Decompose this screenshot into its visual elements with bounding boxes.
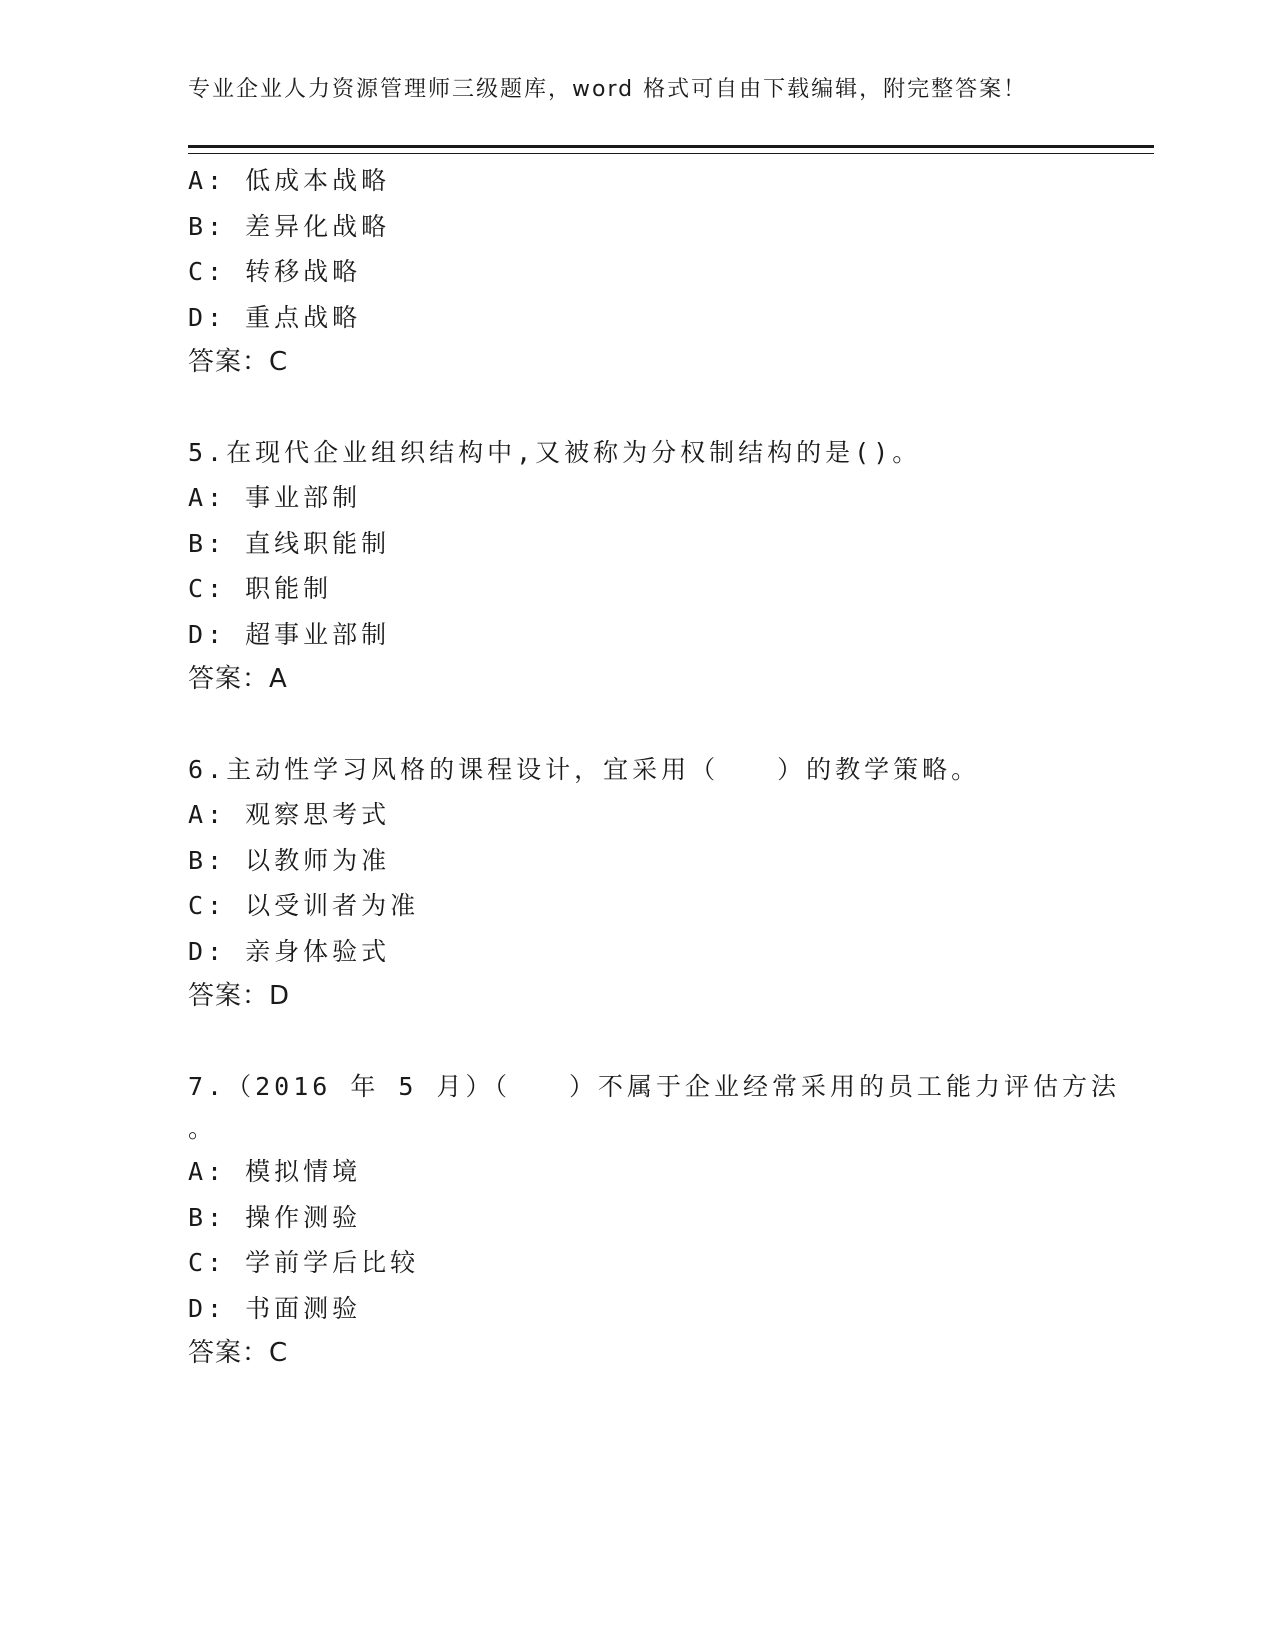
question-6-block <box>188 747 1088 1020</box>
question-stem: 5.在现代企业组织结构中,又被称为分权制结构的是()。 <box>188 437 922 467</box>
option-b: B: 差异化战略 <box>188 211 391 241</box>
option-b: B: 直线职能制 <box>188 528 391 558</box>
option-d: D: 书面测验 <box>188 1293 362 1323</box>
answer-line: 答案：C <box>188 1338 289 1368</box>
option-c: C: 职能制 <box>188 574 333 603</box>
answer-line: 答案：A <box>188 664 288 694</box>
question-5-block <box>188 430 1088 703</box>
option-d: D: 亲身体验式 <box>188 936 391 966</box>
spacer <box>188 1020 1088 1064</box>
question-stem: 6.主动性学习风格的课程设计，宜采用（ ）的教学策略。 <box>188 754 981 784</box>
option-b: B: 以教师为准 <box>188 845 391 875</box>
option-c: C: 以受训者为准 <box>188 891 420 920</box>
page-header: 专业企业人力资源管理师三级题库，word 格式可自由下载编辑，附完整答案！ <box>188 77 1028 102</box>
prev-question-block <box>188 158 1088 386</box>
question-7-block <box>188 1064 1121 1377</box>
option-d: D: 重点战略 <box>188 302 362 332</box>
header-double-rule <box>188 145 1154 154</box>
spacer <box>188 703 1088 747</box>
option-a: A: 模拟情境 <box>188 1157 362 1186</box>
question-stem: 7.（2016 年 5 月）（ ）不属于企业经常采用的员工能力评估方法 <box>188 1071 1121 1101</box>
option-c: C: 学前学后比较 <box>188 1248 420 1277</box>
option-a: A: 事业部制 <box>188 483 362 512</box>
option-a: A: 观察思考式 <box>188 800 391 829</box>
answer-line: 答案：D <box>188 981 291 1011</box>
question-list <box>188 158 1121 1377</box>
option-a: A: 低成本战略 <box>188 166 391 195</box>
answer-line: 答案：C <box>188 347 289 377</box>
option-d: D: 超事业部制 <box>188 619 391 649</box>
question-stem-continuation: 。 <box>188 1114 218 1143</box>
option-c: C: 转移战略 <box>188 257 362 286</box>
option-b: B: 操作测验 <box>188 1202 362 1232</box>
spacer <box>188 386 1088 430</box>
